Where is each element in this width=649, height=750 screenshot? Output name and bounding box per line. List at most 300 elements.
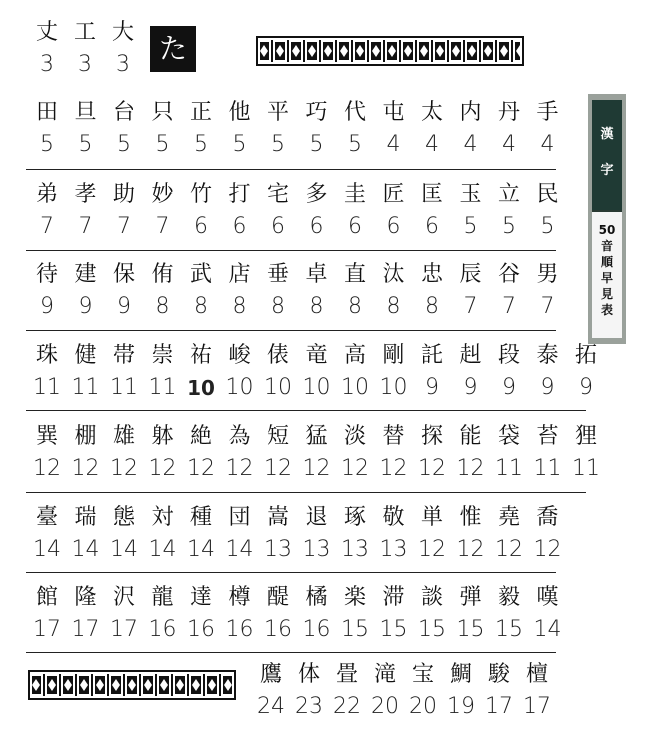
stroke-count: 12	[533, 537, 562, 562]
kanji-entry	[104, 20, 142, 78]
stroke-count: 17	[71, 617, 100, 642]
stroke-count: 12	[225, 456, 254, 481]
kanji-entry	[529, 343, 567, 401]
kana-section-marker	[150, 26, 196, 72]
kanji-character: 健	[74, 343, 97, 368]
row-divider	[26, 330, 556, 331]
kanji-entry	[413, 424, 451, 482]
side-tab-inner	[592, 100, 622, 338]
kanji-entry	[259, 343, 297, 401]
kanji-entry	[490, 262, 528, 320]
kanji-character: 打	[228, 182, 251, 207]
stroke-count: 6	[309, 214, 324, 239]
stroke-count: 12	[495, 537, 523, 562]
kanji-entry	[413, 100, 451, 158]
kanji-character: 態	[112, 505, 135, 530]
kanji-character: 珠	[35, 343, 58, 368]
kanji-entry	[144, 182, 182, 240]
kanji-entry	[182, 343, 220, 401]
kanji-character: 巽	[35, 424, 58, 449]
kanji-entry	[413, 585, 451, 643]
kanji-entry	[28, 585, 66, 643]
kanji-entry	[529, 100, 567, 158]
stroke-count: 14	[187, 537, 215, 562]
kanji-entry	[67, 343, 105, 401]
stroke-count: 5	[232, 132, 247, 157]
kanji-character: 工	[73, 20, 96, 45]
stroke-count: 5	[348, 132, 362, 157]
kanji-character: 毅	[497, 585, 520, 610]
kanji-character: 直	[343, 262, 366, 287]
kanji-entry	[182, 182, 220, 240]
kanji-character: 宅	[266, 182, 289, 207]
stroke-count: 16	[302, 617, 331, 642]
stroke-count: 14	[110, 537, 138, 562]
stroke-count: 3	[40, 52, 54, 77]
stroke-count: 8	[194, 294, 208, 319]
kanji-entry	[182, 262, 220, 320]
side-tab-title-char: 漢	[600, 127, 614, 142]
stroke-count: 7	[463, 294, 478, 319]
kanji-character: 談	[420, 585, 443, 610]
stroke-count: 15	[379, 617, 408, 642]
kanji-character: 棚	[74, 424, 97, 449]
kanji-entry	[529, 424, 567, 482]
stroke-count: 10	[302, 375, 331, 400]
kanji-entry	[144, 585, 182, 643]
kanji-entry	[298, 424, 336, 482]
kanji-entry	[336, 343, 374, 401]
kanji-entry	[529, 182, 567, 240]
kanji-character: 袋	[497, 424, 520, 449]
stroke-count: 5	[155, 132, 170, 157]
kanji-entry	[105, 100, 143, 158]
kanji-entry	[259, 424, 297, 482]
kanji-entry	[67, 100, 105, 158]
stroke-count: 16	[148, 617, 177, 642]
stroke-count: 12	[456, 537, 485, 562]
kanji-entry	[298, 100, 336, 158]
kanji-entry	[567, 424, 605, 482]
kanji-entry	[221, 585, 259, 643]
stroke-count: 24	[257, 694, 285, 719]
kanji-character: 谷	[497, 262, 520, 287]
row-divider	[26, 572, 556, 573]
stroke-count: 12	[71, 456, 100, 481]
kanji-entry	[28, 505, 66, 563]
stroke-count: 11	[495, 456, 523, 481]
kanji-entry	[182, 100, 220, 158]
kanji-character: 帯	[112, 343, 135, 368]
kanji-character: 巧	[305, 100, 328, 125]
kanji-character: 屯	[382, 100, 405, 125]
kanji-entry	[452, 424, 490, 482]
kanji-entry	[452, 100, 490, 158]
stroke-count: 16	[264, 617, 292, 642]
kanji-entry	[375, 343, 413, 401]
kanji-character: 種	[189, 505, 212, 530]
kanji-character: 圭	[343, 182, 366, 207]
stroke-count: 10	[341, 375, 369, 400]
kanji-entry	[336, 262, 374, 320]
kanji-character: 代	[343, 100, 366, 125]
kanji-entry	[67, 505, 105, 563]
kanji-character: 忠	[420, 262, 443, 287]
kanji-character: 臺	[35, 505, 58, 530]
decorative-pattern-band-top	[256, 36, 524, 66]
kanji-entry	[442, 662, 480, 720]
kanji-entry	[490, 182, 528, 240]
stroke-count: 5	[78, 132, 93, 157]
kanji-character: 民	[536, 182, 559, 207]
stroke-count: 5	[540, 214, 555, 239]
stroke-count: 12	[187, 456, 215, 481]
kanji-entry	[336, 100, 374, 158]
stroke-count: 10	[187, 376, 215, 400]
kanji-character: 堯	[497, 505, 520, 530]
stroke-count: 9	[579, 375, 593, 400]
stroke-count: 14	[148, 537, 177, 562]
kanji-character: 沢	[112, 585, 135, 610]
stroke-count: 12	[456, 456, 485, 481]
pattern-svg	[256, 36, 524, 66]
kanji-character: 淡	[343, 424, 366, 449]
kanji-entry	[375, 585, 413, 643]
kanji-character: 瑞	[74, 505, 97, 530]
kanji-character: 樽	[228, 585, 251, 610]
kanji-entry	[452, 505, 490, 563]
stroke-count: 10	[264, 375, 292, 400]
kanji-entry	[144, 262, 182, 320]
kanji-entry	[567, 343, 605, 401]
side-tab-subtitle-char: 早	[600, 271, 613, 285]
kanji-entry	[66, 20, 104, 78]
kanji-entry	[375, 182, 413, 240]
stroke-count: 10	[225, 375, 254, 400]
stroke-count: 6	[232, 214, 247, 239]
kanji-character: 孝	[74, 182, 97, 207]
kanji-entry	[105, 262, 143, 320]
kanji-character: 大	[111, 20, 134, 45]
kanji-entry	[182, 505, 220, 563]
kanji-entry	[336, 585, 374, 643]
stroke-count: 11	[110, 375, 138, 400]
kanji-character: 建	[74, 262, 97, 287]
stroke-count: 7	[540, 294, 555, 319]
kanji-character: 弟	[35, 182, 58, 207]
kanji-character: 田	[35, 100, 58, 125]
kanji-entry	[28, 182, 66, 240]
stroke-count: 4	[463, 132, 478, 157]
kanji-character: 侑	[151, 262, 174, 287]
kanji-character: 躰	[151, 424, 174, 449]
kanji-character: 琢	[343, 505, 366, 530]
kanji-character: 手	[536, 100, 559, 125]
stroke-count: 14	[225, 537, 254, 562]
kanji-character: 台	[112, 100, 135, 125]
stroke-count: 8	[271, 294, 285, 319]
stroke-count: 12	[148, 456, 177, 481]
kanji-entry	[336, 182, 374, 240]
stroke-count: 7	[117, 214, 131, 239]
kanji-character: 為	[228, 424, 251, 449]
side-index-tab[interactable]	[588, 94, 626, 344]
kanji-entry	[28, 343, 66, 401]
stroke-count: 14	[33, 537, 61, 562]
kanji-entry	[67, 424, 105, 482]
kanji-entry	[105, 182, 143, 240]
kanji-character: 苔	[536, 424, 559, 449]
kanji-character: 保	[112, 262, 135, 287]
kanji-character: 滞	[382, 585, 405, 610]
stroke-count: 12	[418, 456, 446, 481]
kanji-character: 替	[382, 424, 405, 449]
stroke-count: 5	[194, 132, 208, 157]
kanji-entry	[105, 424, 143, 482]
kanji-character: 滝	[373, 662, 396, 687]
kanji-character: 旦	[74, 100, 97, 125]
kanji-entry	[336, 505, 374, 563]
stroke-count: 7	[40, 214, 54, 239]
kanji-character: 醍	[266, 585, 289, 610]
kanji-character: 妙	[151, 182, 174, 207]
kanji-entry	[490, 585, 528, 643]
stroke-count: 6	[194, 214, 208, 239]
kanji-character: 高	[343, 343, 366, 368]
kanji-character: 玉	[459, 182, 482, 207]
kanji-character: 惟	[459, 505, 482, 530]
kanji-entry	[221, 505, 259, 563]
kanji-character: 拓	[574, 343, 597, 368]
kanji-character: 立	[497, 182, 520, 207]
kanji-entry	[375, 262, 413, 320]
kanji-character: 狸	[574, 424, 597, 449]
stroke-count: 11	[572, 456, 600, 481]
kanji-entry	[259, 100, 297, 158]
kanji-character: 嵩	[266, 505, 289, 530]
kanji-character: 能	[459, 424, 482, 449]
stroke-count: 7	[78, 214, 93, 239]
kanji-character: 嘆	[536, 585, 559, 610]
kanji-entry	[221, 424, 259, 482]
kanji-entry	[529, 505, 567, 563]
side-tab-subtitle-char: 順	[600, 255, 613, 269]
stroke-count: 16	[225, 617, 254, 642]
kanji-entry	[221, 100, 259, 158]
stroke-count: 9	[540, 375, 555, 400]
stroke-count: 9	[502, 375, 516, 400]
stroke-count: 15	[341, 617, 369, 642]
kanji-character: 段	[497, 343, 520, 368]
kanji-character: 男	[536, 262, 559, 287]
stroke-count: 5	[463, 214, 478, 239]
kanji-character: 卓	[305, 262, 328, 287]
stroke-count: 20	[409, 694, 437, 719]
side-tab-subtitle-char: 50	[598, 223, 616, 237]
stroke-count: 13	[341, 537, 369, 562]
kanji-character: 只	[151, 100, 174, 125]
stroke-count: 12	[264, 456, 292, 481]
kanji-entry	[480, 662, 518, 720]
kanji-character: 畳	[335, 662, 358, 687]
kanji-character: 助	[112, 182, 135, 207]
stroke-count: 6	[271, 214, 285, 239]
kanji-character: 橘	[305, 585, 328, 610]
stroke-count: 9	[117, 294, 131, 319]
stroke-count: 6	[425, 214, 439, 239]
kanji-entry	[182, 585, 220, 643]
stroke-count: 11	[533, 456, 562, 481]
kanji-entry	[366, 662, 404, 720]
kanji-entry	[413, 262, 451, 320]
stroke-count: 8	[425, 294, 439, 319]
kanji-entry	[518, 662, 556, 720]
stroke-count: 5	[271, 132, 285, 157]
kanji-entry	[529, 585, 567, 643]
kanji-character: 託	[420, 343, 443, 368]
kanji-entry	[490, 505, 528, 563]
kanji-entry	[375, 100, 413, 158]
kanji-entry	[413, 182, 451, 240]
kanji-character: 団	[228, 505, 251, 530]
stroke-count: 12	[379, 456, 408, 481]
row-divider	[26, 410, 586, 411]
stroke-count: 23	[295, 694, 323, 719]
kanji-character: 俵	[266, 343, 289, 368]
kanji-entry	[259, 262, 297, 320]
row-divider	[26, 250, 556, 251]
side-tab-subtitle-char: 見	[600, 287, 613, 301]
kanji-character: 館	[35, 585, 58, 610]
stroke-count: 17	[523, 694, 551, 719]
kanji-entry	[259, 505, 297, 563]
kanji-entry	[452, 182, 490, 240]
decorative-pattern-band-bottom	[28, 670, 236, 700]
stroke-count: 6	[386, 214, 401, 239]
kanji-character: 竜	[305, 343, 328, 368]
stroke-count: 9	[425, 375, 439, 400]
stroke-count: 3	[116, 52, 130, 77]
kanji-entry	[67, 585, 105, 643]
kanji-character: 匠	[382, 182, 405, 207]
kanji-entry	[221, 182, 259, 240]
kanji-character: 達	[189, 585, 212, 610]
stroke-count: 12	[110, 456, 138, 481]
stroke-count: 15	[495, 617, 523, 642]
stroke-count: 9	[78, 294, 93, 319]
kanji-entry	[221, 343, 259, 401]
stroke-count: 13	[379, 537, 408, 562]
stroke-count: 20	[371, 694, 399, 719]
kanji-entry	[290, 662, 328, 720]
stroke-count: 10	[379, 375, 408, 400]
kanji-entry	[328, 662, 366, 720]
kanji-character: 駿	[487, 662, 510, 687]
kanji-character: 檀	[525, 662, 548, 687]
kanji-entry	[452, 343, 490, 401]
kanji-entry	[490, 343, 528, 401]
kanji-entry	[28, 20, 66, 78]
kanji-entry	[375, 424, 413, 482]
stroke-count: 8	[386, 294, 401, 319]
kanji-entry	[105, 505, 143, 563]
kanji-character: 峻	[228, 343, 251, 368]
stroke-count: 22	[333, 694, 361, 719]
kanji-entry	[67, 262, 105, 320]
stroke-count: 3	[78, 52, 92, 77]
stroke-count: 4	[540, 132, 555, 157]
kanji-entry	[259, 182, 297, 240]
side-tab-subtitle	[592, 212, 622, 338]
stroke-count: 17	[110, 617, 138, 642]
stroke-count: 7	[155, 214, 170, 239]
stroke-count: 17	[485, 694, 513, 719]
kanji-entry	[259, 585, 297, 643]
kanji-character: 平	[266, 100, 289, 125]
kanji-character: 短	[266, 424, 289, 449]
kanji-entry	[298, 505, 336, 563]
stroke-count: 17	[33, 617, 61, 642]
kanji-character: 雄	[112, 424, 135, 449]
stroke-count: 6	[348, 214, 362, 239]
kanji-character: 対	[151, 505, 174, 530]
stroke-count: 13	[302, 537, 331, 562]
stroke-count: 5	[502, 214, 516, 239]
kanji-character: 汰	[382, 262, 405, 287]
kanji-character: 絶	[189, 424, 212, 449]
stroke-count: 9	[40, 294, 54, 319]
kanji-entry	[105, 585, 143, 643]
kanji-character: 泰	[536, 343, 559, 368]
side-tab-subtitle-char: 表	[600, 303, 613, 317]
kanji-entry	[105, 343, 143, 401]
stroke-count: 4	[502, 132, 516, 157]
stroke-count: 13	[264, 537, 292, 562]
kanji-entry	[529, 262, 567, 320]
side-tab-title	[592, 100, 622, 210]
kanji-entry	[298, 585, 336, 643]
kanji-entry	[144, 424, 182, 482]
kanji-entry	[375, 505, 413, 563]
kanji-character: 剛	[382, 343, 405, 368]
row-divider	[26, 652, 556, 653]
kanji-character: 宝	[411, 662, 434, 687]
kanji-character: 祐	[189, 343, 212, 368]
stroke-count: 12	[33, 456, 61, 481]
pattern-svg	[28, 670, 236, 700]
stroke-count: 12	[302, 456, 331, 481]
kanji-entry	[298, 343, 336, 401]
kanji-entry	[252, 662, 290, 720]
kanji-character: 崇	[151, 343, 174, 368]
kanji-entry	[298, 262, 336, 320]
kanji-character: 鷹	[259, 662, 282, 687]
row-divider	[26, 492, 586, 493]
kanji-entry	[221, 262, 259, 320]
side-tab-subtitle-char: 音	[600, 239, 613, 253]
kanji-entry	[28, 262, 66, 320]
kanji-character: 体	[297, 662, 320, 687]
kanji-entry	[67, 182, 105, 240]
kanji-character: 猛	[305, 424, 328, 449]
kanji-entry	[144, 505, 182, 563]
row-divider	[26, 169, 556, 170]
kanji-entry	[298, 182, 336, 240]
kanji-character: 楽	[343, 585, 366, 610]
kanji-character: 敬	[382, 505, 405, 530]
kanji-character: 匡	[420, 182, 443, 207]
stroke-count: 11	[148, 375, 177, 400]
